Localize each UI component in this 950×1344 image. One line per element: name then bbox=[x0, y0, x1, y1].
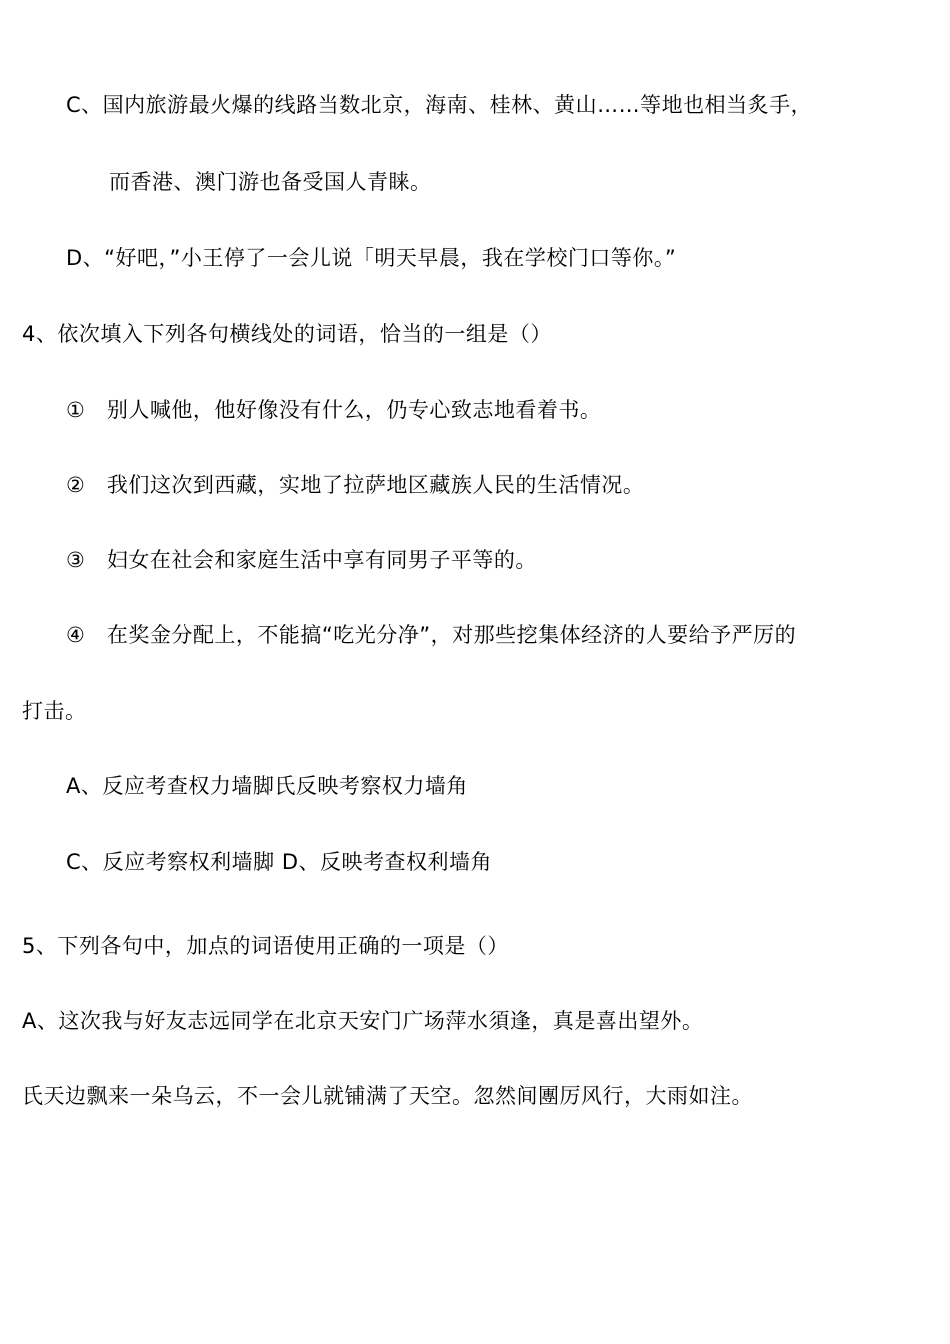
q3-option-d: D、“好吧，”小王停了一会儿说「明天早晨，我在学校门口等你。” bbox=[66, 246, 677, 270]
q4-sentence-2: ② 我们这次到西藏，实地了拉萨地区藏族人民的生活情况。 bbox=[66, 473, 645, 497]
q4-sentence-4-line2: 打击。 bbox=[22, 699, 87, 723]
q3-option-c-line2: 而香港、澳门游也备受国人青睐。 bbox=[109, 170, 432, 194]
q5-option-a: A、这次我与好友志远同学在北京天安门广场萍水須逢，真是喜出望外。 bbox=[22, 1009, 704, 1033]
q5-option-b: 氏天边飘来一朵乌云，不一会儿就铺满了天空。忽然间團厉风行，大雨如注。 bbox=[22, 1084, 753, 1108]
q4-options-cd: C、反应考察权利墙脚 D、反映考查权利墙角 bbox=[66, 850, 493, 874]
q4-sentence-1: ① 别人喊他，他好像没有什么，仍专心致志地看着书。 bbox=[66, 398, 602, 422]
q3-option-c-line1: C、国内旅游最火爆的线路当数北京，海南、桂林、黄山……等地也相当炙手， bbox=[66, 93, 813, 117]
q4-sentence-3: ③ 妇女在社会和家庭生活中享有同男子平等的。 bbox=[66, 548, 537, 572]
q4-stem: 4、依次填入下列各句横线处的词语，恰当的一组是（） bbox=[22, 322, 552, 346]
q5-stem: 5、下列各句中，加点的词语使用正确的一项是（） bbox=[22, 934, 509, 958]
q4-options-ab: A、反应考查权力墙脚氏反映考察权力墙角 bbox=[66, 774, 468, 798]
q4-sentence-4-line1: ④ 在奖金分配上，不能搞“吃光分净”，对那些挖集体经济的人要给予严厉的 bbox=[66, 623, 797, 647]
